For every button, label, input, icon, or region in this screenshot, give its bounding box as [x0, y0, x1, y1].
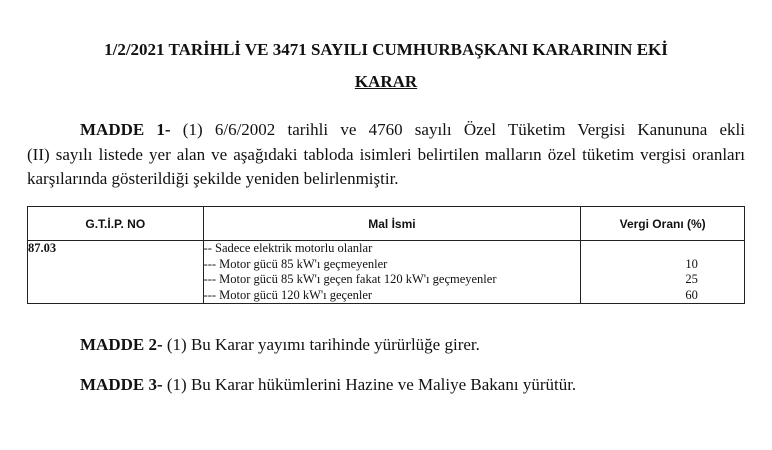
madde-3-paragraph	[80, 375, 576, 395]
madde-1-first-text: (1) 6/6/2002 tarihli ve 4760 sayılı Özel Tüketim Vergisi Kanununa ekli	[170, 120, 745, 139]
mal-item-2: --- Motor gücü 85 kW'ı geçen fakat 120 kW'ı geçmeyenler	[203, 272, 497, 286]
madde-2-label: MADDE 2-	[80, 335, 163, 354]
rate-item-0	[581, 241, 744, 257]
rate-item-2: 25	[685, 272, 698, 286]
madde-2-paragraph	[80, 335, 480, 355]
madde-1-label: MADDE 1-	[80, 120, 171, 139]
rate-item-3: 60	[685, 287, 698, 302]
mal-item-1: --- Motor gücü 85 kW'ı geçmeyenler	[203, 256, 388, 271]
header-gtip: G.T.İ.P. NO	[28, 207, 204, 241]
madde-1-paragraph	[27, 118, 745, 192]
header-vergi-orani: Vergi Oranı (%)	[581, 207, 745, 241]
madde-3-text: (1) Bu Karar hükümlerini Hazine ve Maliye Bakanı yürütür.	[162, 375, 577, 394]
madde-3-label: MADDE 3-	[80, 375, 163, 394]
vergi-orani-cell	[581, 241, 745, 304]
document-subtitle-karar: KARAR	[354, 72, 418, 91]
madde-1-first-line	[27, 118, 745, 143]
mal-ismi-cell	[203, 241, 581, 304]
mal-item-0: -- Sadece elektrik motorlu olanlar	[203, 241, 373, 255]
header-mal-ismi: Mal İsmi	[203, 207, 581, 241]
document-title: 1/2/2021 TARİHLİ VE 3471 SAYILI CUMHURBAŞKANI KARARININ EKİ	[104, 40, 668, 59]
madde-2-text: (1) Bu Karar yayımı tarihinde yürürlüğe girer.	[162, 335, 480, 354]
table-header-row	[28, 207, 745, 241]
mal-item-3: --- Motor gücü 120 kW'ı geçenler	[203, 287, 373, 302]
gtip-code-cell: 87.03	[28, 241, 204, 304]
madde-1-rest-text: (II) sayılı listede yer alan ve aşağıdaki tabloda isimleri belirtilen malların özel tüketim vergisi oranları karşılarında gösterildiği şekilde yeniden belirlenmiştir.	[27, 144, 745, 188]
table-row	[28, 241, 745, 304]
rate-item-1: 10	[685, 256, 698, 271]
tax-rate-table	[27, 206, 745, 304]
